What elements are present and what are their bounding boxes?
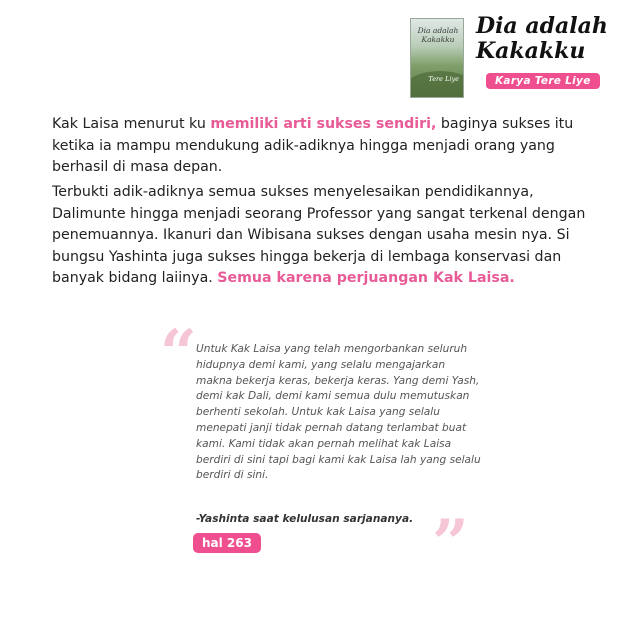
paragraph-2-text: Terbukti adik-adiknya semua sukses menyelesaikan pendidikannya, Dalimunte hingga menjadi seorang Professor yang sangat terkenal dengan penemuannya. Ikanuri dan Wibisana sukses dengan usaha mesin nya. Si bungsu Yashinta juga sukses hingga bekerja di lembaga konservasi dan banyak bidang laiinya. — [52, 184, 586, 286]
paragraph-2 — [52, 182, 608, 290]
paragraph-1-before: Kak Laisa menurut ku — [52, 116, 211, 132]
cover-title: Dia adalah Kakakku — [417, 26, 459, 44]
paragraph-1-highlight: memiliki arti sukses sendiri, — [210, 116, 437, 132]
quote-text: Untuk Kak Laisa yang telah mengorbankan seluruh hidupnya demi kami, yang selalu mengajarkan makna bekerja keras, bekerja keras. Yang demi Yash, demi kak Dali, demi kami semua dulu memutuskan berhenti sekolah. Untuk kak Laisa yang selalu menepati janji tidak pernah datang terlambat buat kami. Kami tidak akan pernah melihat kak Laisa berdiri di sini tapi bagi kami kak Laisa lah yang selalu berdiri di sini. — [196, 343, 481, 482]
book-title-line2: Kakakku — [476, 38, 586, 64]
close-quote-icon: ” — [432, 506, 469, 581]
author-badge: Karya Tere Liye — [486, 73, 600, 89]
paragraph-1-after: baginya sukses itu ketika ia mampu mendukung adik-adiknya hingga menjadi orang yang berhasil di masa depan. — [52, 116, 574, 175]
paragraph-2-highlight: Semua karena perjuangan Kak Laisa. — [217, 270, 515, 286]
page-number-badge: hal 263 — [193, 533, 261, 553]
book-title-line1: Dia adalah — [476, 13, 608, 39]
paragraph-1 — [52, 114, 608, 179]
book-cover — [410, 18, 464, 98]
book-title — [476, 14, 616, 64]
cover-author: Tere Liye — [428, 75, 459, 83]
open-quote-icon: “ — [160, 316, 197, 391]
quote-attribution: -Yashinta saat kelulusan sarjananya. — [196, 513, 414, 525]
